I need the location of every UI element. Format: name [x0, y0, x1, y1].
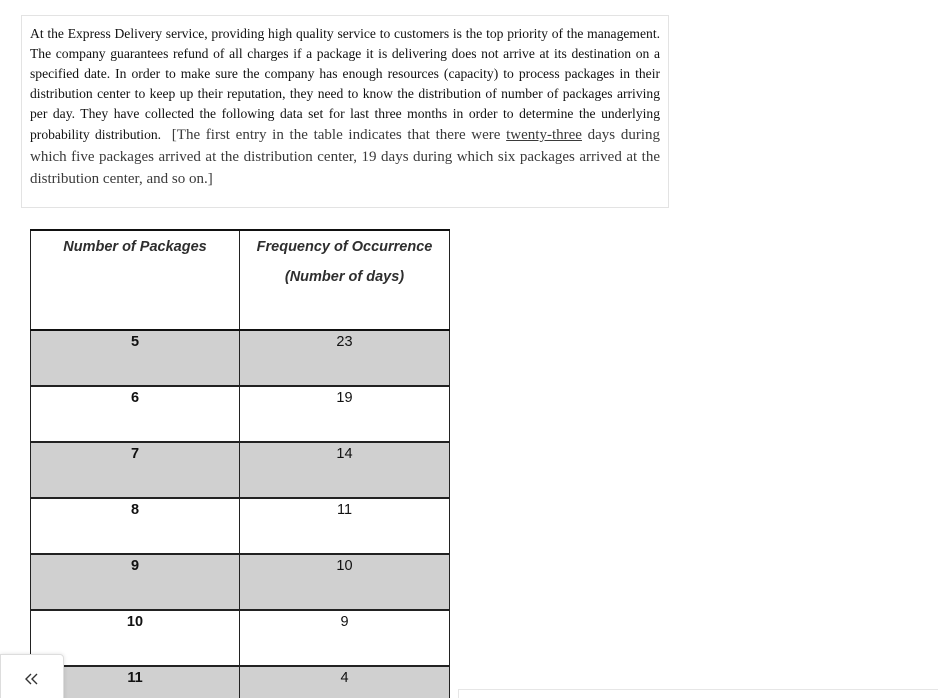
collapse-sidebar-button[interactable]: [0, 654, 64, 698]
table-header-row: [31, 230, 450, 330]
table-row: [31, 442, 450, 498]
packages-cell: 11: [31, 666, 240, 698]
table-row: [31, 610, 450, 666]
packages-cell: 8: [31, 498, 240, 554]
table-row: [31, 666, 450, 698]
header-frequency-label-line1: Frequency of Occurrence: [256, 239, 433, 255]
table-row: [31, 498, 450, 554]
note-text-after: days during which five packages arrived at the distribution center, 19 days during which six packages arrived at the distribution center, and so on.]: [30, 127, 661, 187]
problem-statement-box: [21, 15, 669, 208]
table-row: [31, 330, 450, 386]
underlined-term: twenty-three: [506, 127, 582, 143]
problem-statement-text: At the Express Delivery service, providing high quality service to customers is the top priority of the management. The company guarantees refund of all charges if a package it is delivering does not arrive at its destination on a specified date. In order to make sure the company has enough resources (capacity) to process packages in their distribution center to keep up their reputation, they need to know the distribution of number of packages arriving per day. They have collected the following data set for last three months in order to determine the underlying probability distribution.: [30, 26, 660, 142]
table-row: [31, 386, 450, 442]
packages-cell: 6: [31, 386, 240, 442]
packages-cell: 9: [31, 554, 240, 610]
packages-cell: 7: [31, 442, 240, 498]
note-text-before: [The first entry in the table indicates that there were: [171, 127, 507, 143]
problem-statement: [30, 24, 660, 190]
header-frequency-of-occurrence: [240, 230, 450, 330]
frequency-cell: 4: [240, 666, 450, 698]
double-chevron-left-icon: [25, 673, 39, 685]
frequency-cell: 14: [240, 442, 450, 498]
packages-cell: 5: [31, 330, 240, 386]
frequency-cell: 19: [240, 386, 450, 442]
bottom-panel-edge: [458, 689, 938, 698]
header-number-of-packages: [31, 230, 240, 330]
table-row: [31, 554, 450, 610]
frequency-cell: 23: [240, 330, 450, 386]
frequency-cell: 10: [240, 554, 450, 610]
packages-frequency-table: [30, 229, 450, 698]
header-frequency-label-line2: (Number of days): [284, 269, 405, 285]
frequency-cell: 11: [240, 498, 450, 554]
packages-cell: 10: [31, 610, 240, 666]
header-packages-label: Number of Packages: [63, 239, 207, 255]
frequency-cell: 9: [240, 610, 450, 666]
